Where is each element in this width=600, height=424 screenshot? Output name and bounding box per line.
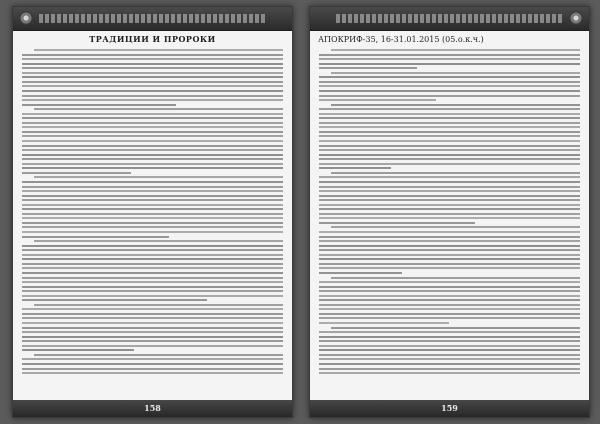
page-number: 159 — [441, 403, 458, 413]
text-line — [319, 313, 580, 315]
text-line — [22, 281, 283, 283]
text-line — [319, 95, 580, 97]
text-line — [22, 63, 283, 65]
text-line — [22, 368, 283, 370]
text-line — [34, 108, 283, 110]
running-header-text — [39, 14, 266, 23]
text-line — [319, 236, 580, 238]
text-line — [319, 222, 475, 224]
text-line — [319, 345, 580, 347]
text-line — [319, 63, 580, 65]
text-line — [22, 317, 283, 319]
left-page[interactable] — [12, 6, 293, 418]
text-line — [22, 313, 283, 315]
text-line — [34, 304, 283, 306]
text-line — [331, 72, 580, 74]
text-line — [319, 176, 580, 178]
text-line — [22, 231, 283, 233]
running-header — [310, 7, 589, 31]
text-line — [22, 90, 283, 92]
text-line — [319, 340, 580, 342]
text-line — [22, 290, 283, 292]
text-line — [22, 72, 283, 74]
text-line — [22, 76, 283, 78]
text-line — [319, 122, 580, 124]
text-line — [331, 277, 580, 279]
text-line — [22, 104, 176, 106]
text-line — [22, 154, 283, 156]
text-line — [22, 345, 283, 347]
text-line — [331, 172, 580, 174]
body-text — [22, 49, 283, 391]
text-line — [319, 258, 580, 260]
text-line — [319, 167, 391, 169]
text-line — [22, 217, 283, 219]
text-line — [22, 331, 283, 333]
issue-subtitle: АПОКРИФ-35, 16-31.01.2015 (05.о.к.ч.) — [318, 35, 484, 44]
text-line — [22, 286, 283, 288]
text-line — [22, 245, 283, 247]
text-line — [22, 186, 283, 188]
text-line — [319, 85, 580, 87]
text-line — [22, 122, 283, 124]
text-line — [319, 372, 580, 374]
text-line — [22, 158, 283, 160]
text-line — [22, 117, 283, 119]
text-line — [319, 90, 580, 92]
text-line — [319, 58, 580, 60]
text-line — [319, 154, 580, 156]
text-line — [22, 95, 283, 97]
text-line — [319, 135, 580, 137]
text-line — [22, 236, 169, 238]
text-line — [22, 113, 283, 115]
text-line — [319, 249, 580, 251]
text-line — [22, 249, 283, 251]
text-line — [22, 372, 283, 374]
text-line — [319, 317, 580, 319]
text-line — [319, 126, 580, 128]
text-line — [319, 199, 580, 201]
flame-ornament-icon — [569, 11, 583, 25]
text-line — [22, 349, 134, 351]
text-line — [22, 267, 283, 269]
text-line — [22, 213, 283, 215]
text-line — [22, 295, 283, 297]
running-header-text — [336, 14, 563, 23]
text-line — [319, 217, 580, 219]
text-line — [22, 363, 283, 365]
text-line — [22, 258, 283, 260]
text-line — [22, 145, 283, 147]
text-line — [22, 327, 283, 329]
text-line — [22, 254, 283, 256]
text-line — [331, 104, 580, 106]
text-line — [319, 254, 580, 256]
text-line — [319, 117, 580, 119]
text-line — [22, 195, 283, 197]
text-line — [331, 226, 580, 228]
text-line — [319, 145, 580, 147]
text-line — [22, 308, 283, 310]
text-line — [22, 336, 283, 338]
text-line — [22, 54, 283, 56]
text-line — [331, 49, 580, 51]
running-header — [13, 7, 292, 31]
flame-ornament-icon — [19, 11, 33, 25]
right-page[interactable] — [309, 6, 590, 418]
text-line — [22, 135, 283, 137]
text-line — [22, 299, 207, 301]
text-line — [319, 76, 580, 78]
text-line — [319, 190, 580, 192]
text-line — [319, 231, 580, 233]
text-line — [319, 67, 417, 69]
text-line — [319, 281, 580, 283]
text-line — [22, 58, 283, 60]
text-line — [34, 240, 283, 242]
text-line — [319, 299, 580, 301]
text-line — [22, 190, 283, 192]
text-line — [319, 163, 580, 165]
text-line — [319, 349, 580, 351]
text-line — [319, 158, 580, 160]
text-line — [22, 322, 283, 324]
text-line — [22, 272, 283, 274]
text-line — [319, 336, 580, 338]
text-line — [22, 263, 283, 265]
section-subtitle: ТРАДИЦИИ И ПРОРОКИ — [89, 34, 216, 44]
text-line — [319, 195, 580, 197]
text-line — [319, 354, 580, 356]
page-footer — [13, 400, 292, 417]
text-line — [22, 131, 283, 133]
text-line — [22, 358, 283, 360]
text-line — [319, 368, 580, 370]
text-line — [319, 267, 580, 269]
text-line — [319, 113, 580, 115]
text-line — [319, 213, 580, 215]
text-line — [22, 181, 283, 183]
text-line — [22, 340, 283, 342]
text-line — [319, 286, 580, 288]
text-line — [319, 208, 580, 210]
text-line — [22, 222, 283, 224]
text-line — [22, 140, 283, 142]
text-line — [319, 245, 580, 247]
text-line — [34, 176, 283, 178]
text-line — [22, 85, 283, 87]
text-line — [22, 67, 283, 69]
text-line — [319, 358, 580, 360]
text-line — [319, 54, 580, 56]
text-line — [34, 354, 283, 356]
text-line — [22, 126, 283, 128]
text-line — [319, 272, 402, 274]
text-line — [319, 363, 580, 365]
page-footer — [310, 400, 589, 417]
text-line — [22, 99, 283, 101]
text-line — [319, 149, 580, 151]
page-number: 158 — [144, 403, 161, 413]
text-line — [22, 208, 283, 210]
text-line — [319, 304, 580, 306]
body-text — [319, 49, 580, 391]
text-line — [319, 295, 580, 297]
text-line — [319, 81, 580, 83]
text-line — [22, 149, 283, 151]
text-line — [22, 167, 283, 169]
text-line — [22, 204, 283, 206]
text-line — [319, 140, 580, 142]
text-line — [331, 327, 580, 329]
text-line — [22, 199, 283, 201]
text-line — [22, 226, 283, 228]
text-line — [319, 290, 580, 292]
text-line — [22, 172, 131, 174]
text-line — [22, 163, 283, 165]
text-line — [319, 308, 580, 310]
text-line — [319, 108, 580, 110]
text-line — [319, 263, 580, 265]
text-line — [319, 131, 580, 133]
text-line — [319, 99, 436, 101]
text-line — [319, 331, 580, 333]
text-line — [319, 204, 580, 206]
text-line — [319, 322, 449, 324]
text-line — [319, 240, 580, 242]
text-line — [22, 81, 283, 83]
text-line — [34, 49, 283, 51]
text-line — [319, 181, 580, 183]
text-line — [22, 277, 283, 279]
text-line — [319, 186, 580, 188]
